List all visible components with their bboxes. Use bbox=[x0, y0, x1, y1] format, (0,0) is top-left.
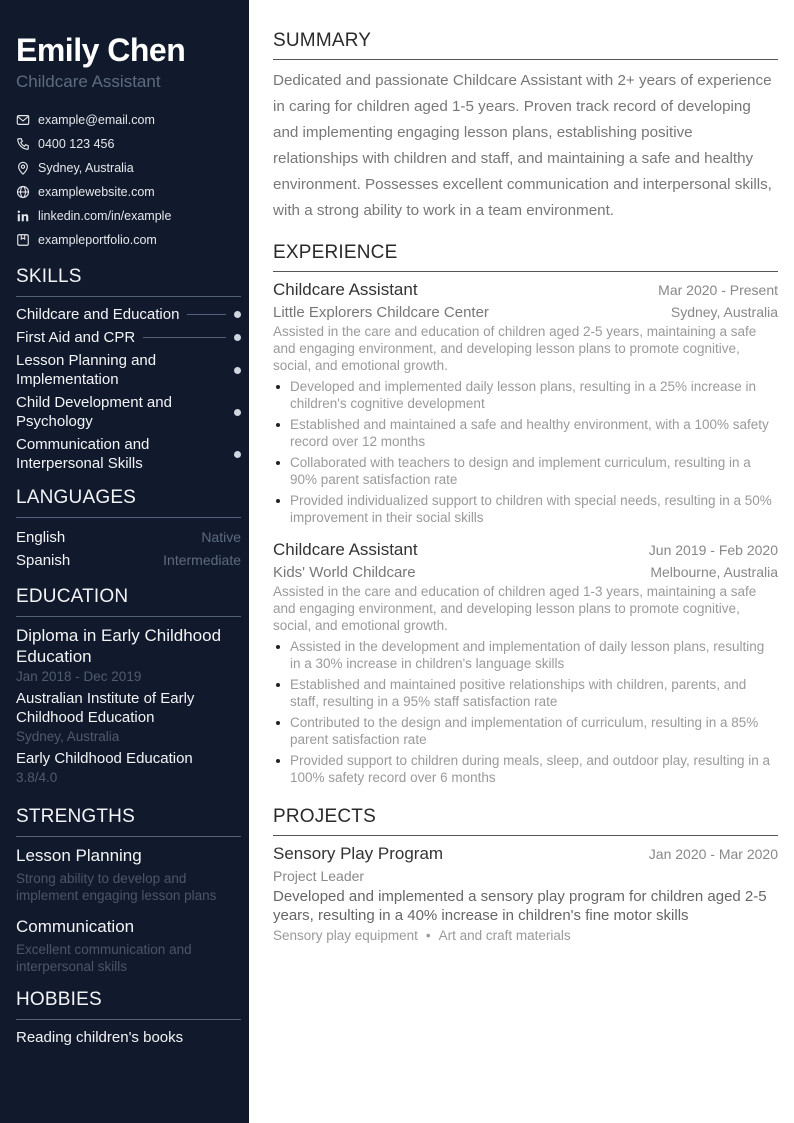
skill-item bbox=[16, 351, 241, 389]
project-role: Project Leader bbox=[273, 868, 365, 884]
strength-desc: Strong ability to develop and implement engaging lesson plans bbox=[16, 871, 217, 903]
job-description: Assisted in the care and education of children aged 1-3 years, maintaining a safe and engaging environment, and developing lesson plans to promote cognitive, social, and emotional growth. bbox=[273, 584, 757, 633]
portfolio-icon bbox=[16, 233, 30, 247]
job-bullet: Provided support to children during meals, sleep, and outdoor play, resulting in a 100% safety record over 6 months bbox=[273, 752, 778, 786]
hobbies-heading: HOBBIES bbox=[16, 989, 241, 1020]
education-dates: Jan 2018 - Dec 2019 bbox=[16, 669, 142, 684]
skill-connector bbox=[187, 314, 226, 315]
job-company: Kids' World Childcare bbox=[273, 564, 416, 581]
sidebar bbox=[0, 0, 249, 1123]
summary-text: Dedicated and passionate Childcare Assistant with 2+ years of experience in caring for children aged 1-5 years. Proven track record of developing and implementing engaging lesson plans, establishing positive relationships with children and staff, and maintaining a safe and healthy environment. Possesses excellent communication and interpersonal skills, with a strong ability to work in a team environment. bbox=[273, 72, 772, 219]
projects-heading: PROJECTS bbox=[273, 806, 778, 836]
job-description: Assisted in the care and education of children aged 2-5 years, maintaining a safe and engaging environment, and developing lesson plans to promote cognitive, social, and emotional growth. bbox=[273, 324, 757, 373]
skills-heading: SKILLS bbox=[16, 266, 241, 297]
education-gpa: 3.8/4.0 bbox=[16, 770, 58, 785]
language-name: Spanish bbox=[16, 552, 71, 569]
skill-dot bbox=[234, 409, 241, 416]
phone-icon bbox=[16, 137, 30, 151]
job-bullet: Developed and implemented daily lesson plans, resulting in a 25% increase in children's cognitive development bbox=[273, 378, 778, 412]
project-tag: Art and craft materials bbox=[438, 928, 571, 943]
languages-heading: LANGUAGES bbox=[16, 487, 241, 518]
skill-item bbox=[16, 305, 241, 324]
language-item bbox=[16, 526, 241, 549]
summary-heading: SUMMARY bbox=[273, 30, 778, 60]
globe-icon bbox=[16, 185, 30, 199]
strength-desc: Excellent communication and interpersonal skills bbox=[16, 942, 192, 974]
hobby-item: Reading children's books bbox=[16, 1029, 184, 1046]
language-level: Intermediate bbox=[163, 552, 241, 568]
contact-linkedin[interactable] bbox=[16, 204, 241, 228]
job-bullet: Established and maintained a safe and healthy environment, with a 100% safety record over 12 months bbox=[273, 416, 778, 450]
tag-separator: • bbox=[425, 928, 431, 943]
skill-label: Childcare and Education bbox=[16, 306, 180, 323]
job-dates: Jun 2019 - Feb 2020 bbox=[648, 542, 778, 558]
job-location: Melbourne, Australia bbox=[650, 564, 778, 580]
skill-item bbox=[16, 328, 241, 347]
job-bullet: Established and maintained positive relationships with children, parents, and staff, resulting in a 95% staff satisfaction rate bbox=[273, 676, 778, 710]
experience-heading: EXPERIENCE bbox=[273, 242, 778, 272]
project-dates: Jan 2020 - Mar 2020 bbox=[648, 846, 778, 862]
mail-icon bbox=[16, 113, 30, 127]
contact-email-text: example@email.com bbox=[38, 113, 155, 127]
job-bullets bbox=[273, 378, 778, 526]
job-title: Childcare Assistant bbox=[273, 280, 418, 299]
language-item bbox=[16, 549, 241, 572]
job-dates: Mar 2020 - Present bbox=[658, 282, 778, 298]
skill-label: First Aid and CPR bbox=[16, 329, 136, 346]
skill-dot bbox=[234, 451, 241, 458]
project-tag: Sensory play equipment bbox=[273, 928, 418, 943]
strength-title: Lesson Planning bbox=[16, 846, 142, 865]
contact-linkedin-text: linkedin.com/in/example bbox=[38, 209, 172, 223]
skill-label: Communication and Interpersonal Skills bbox=[16, 436, 150, 472]
skill-item bbox=[16, 393, 241, 431]
contact-website[interactable] bbox=[16, 180, 241, 204]
education-field: Early Childhood Education bbox=[16, 750, 193, 767]
contact-location-text: Sydney, Australia bbox=[38, 161, 134, 175]
contact-portfolio[interactable] bbox=[16, 228, 241, 252]
education-institution: Australian Institute of Early Childhood Education bbox=[16, 690, 195, 726]
skill-label: Lesson Planning and Implementation bbox=[16, 352, 157, 388]
job-title: Childcare Assistant bbox=[273, 540, 418, 559]
job-bullets bbox=[273, 638, 778, 786]
contact-portfolio-text: exampleportfolio.com bbox=[38, 233, 157, 247]
project-title: Sensory Play Program bbox=[273, 844, 444, 863]
job-location: Sydney, Australia bbox=[670, 304, 778, 320]
project-description: Developed and implemented a sensory play program for children aged 2-5 years, resulting in a 40% increase in children's fine motor skills bbox=[273, 888, 767, 924]
skill-label: Child Development and Psychology bbox=[16, 394, 172, 430]
skill-dot bbox=[234, 334, 241, 341]
contact-location bbox=[16, 156, 241, 180]
job-bullet: Contributed to the design and implementation of curriculum, resulting in a 85% parent satisfaction rate bbox=[273, 714, 778, 748]
job-entry bbox=[273, 540, 778, 786]
education-location: Sydney, Australia bbox=[16, 729, 120, 744]
language-level: Native bbox=[201, 529, 241, 545]
project-tags bbox=[273, 928, 778, 943]
strength-title: Communication bbox=[16, 917, 135, 936]
linkedin-icon bbox=[16, 209, 30, 223]
contact-phone-text: 0400 123 456 bbox=[38, 137, 115, 151]
location-icon bbox=[16, 161, 30, 175]
job-company: Little Explorers Childcare Center bbox=[273, 304, 489, 321]
candidate-role: Childcare Assistant bbox=[16, 72, 161, 91]
language-name: English bbox=[16, 529, 66, 546]
skill-connector bbox=[143, 337, 226, 338]
job-bullet: Assisted in the development and implementation of daily lesson plans, resulting in a 30% increase in children's language skills bbox=[273, 638, 778, 672]
contact-website-text: examplewebsite.com bbox=[38, 185, 155, 199]
job-entry bbox=[273, 280, 778, 526]
job-bullet: Provided individualized support to children with special needs, resulting in a 50% improvement in their social skills bbox=[273, 492, 778, 526]
strengths-heading: STRENGTHS bbox=[16, 806, 241, 837]
education-heading: EDUCATION bbox=[16, 586, 241, 617]
contact-phone[interactable] bbox=[16, 132, 241, 156]
contact-email[interactable] bbox=[16, 108, 241, 132]
candidate-name: Emily Chen bbox=[16, 32, 186, 68]
education-degree: Diploma in Early Childhood Education bbox=[16, 626, 222, 666]
job-bullet: Collaborated with teachers to design and implement curriculum, resulting in a 90% parent satisfaction rate bbox=[273, 454, 778, 488]
main-content bbox=[273, 30, 778, 943]
skill-dot bbox=[234, 367, 241, 374]
skill-item bbox=[16, 435, 241, 473]
skill-dot bbox=[234, 311, 241, 318]
